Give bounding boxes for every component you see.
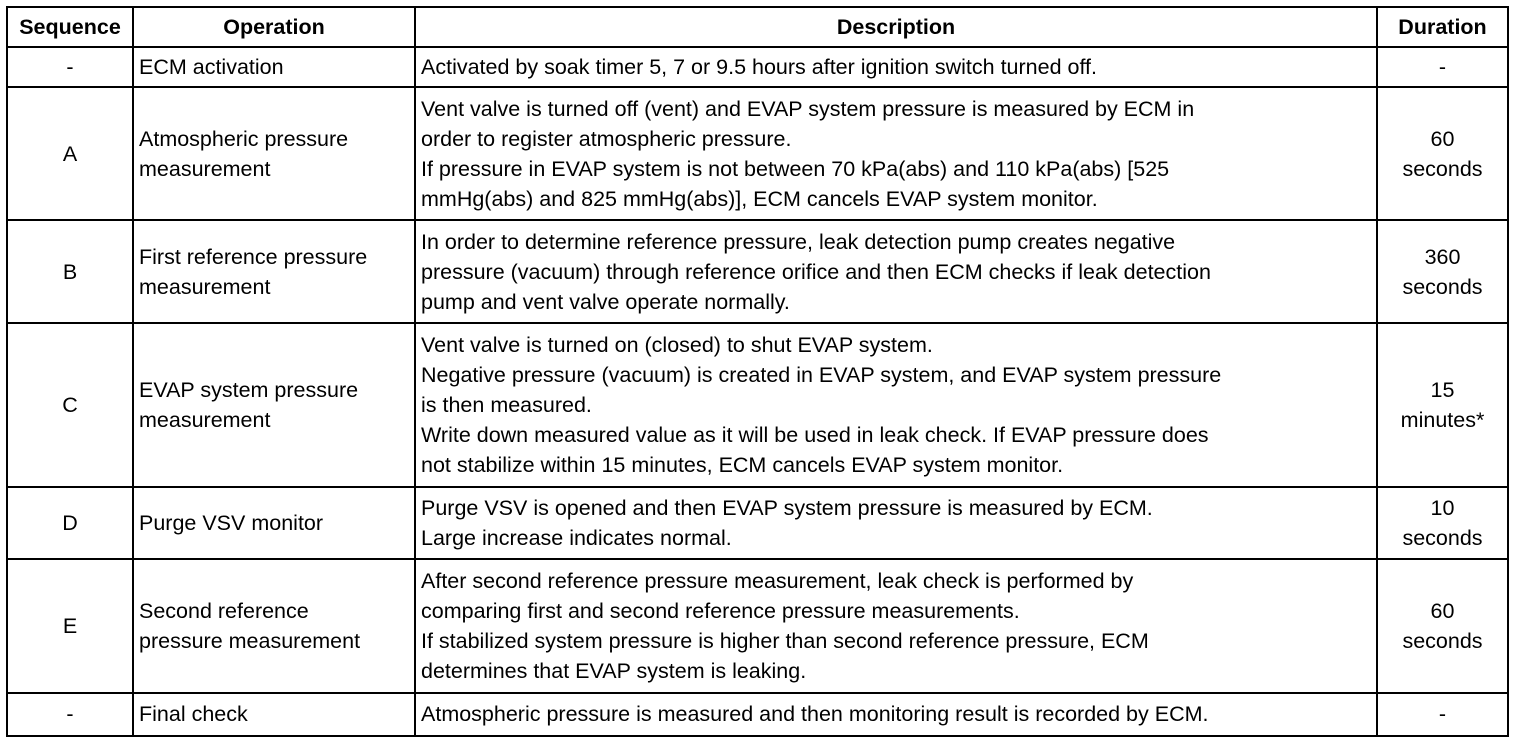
operation-line: ECM activation xyxy=(139,55,284,80)
description-cell xyxy=(415,220,1377,322)
description-cell xyxy=(415,323,1377,487)
duration-line: 15 xyxy=(1430,378,1455,403)
duration-line: minutes* xyxy=(1400,408,1485,433)
description-line: order to register atmospheric pressure. xyxy=(421,126,792,151)
operation-line: Purge VSV monitor xyxy=(139,511,324,536)
table-row xyxy=(7,220,1508,322)
operation-line: EVAP system pressure xyxy=(139,378,359,403)
operation-cell xyxy=(133,559,415,692)
description-cell xyxy=(415,487,1377,559)
sequence-cell: - xyxy=(7,47,133,87)
duration-cell xyxy=(1377,693,1508,736)
description-line: determines that EVAP system is leaking. xyxy=(421,659,807,684)
operation-line: First reference pressure xyxy=(139,244,368,269)
duration-line: - xyxy=(1438,55,1447,80)
duration-cell xyxy=(1377,323,1508,487)
header-duration: Duration xyxy=(1377,7,1508,47)
sequence-cell: - xyxy=(7,693,133,736)
operation-cell xyxy=(133,693,415,736)
duration-line: seconds xyxy=(1402,629,1483,654)
header-sequence: Sequence xyxy=(7,7,133,47)
header-row xyxy=(7,7,1508,47)
table-row xyxy=(7,559,1508,692)
header-operation: Operation xyxy=(133,7,415,47)
duration-line: 10 xyxy=(1430,496,1455,521)
description-line: After second reference pressure measurement, leak check is performed by xyxy=(421,569,1134,594)
operation-cell xyxy=(133,220,415,322)
operation-line: Atmospheric pressure xyxy=(139,126,349,151)
description-line: If pressure in EVAP system is not between 70 kPa(abs) and 110 kPa(abs) [525 xyxy=(421,156,1170,181)
description-line: Negative pressure (vacuum) is created in EVAP system, and EVAP system pressure xyxy=(421,363,1222,388)
operation-line: Second reference xyxy=(139,599,309,624)
description-line: Activated by soak timer 5, 7 or 9.5 hours after ignition switch turned off. xyxy=(421,55,1098,80)
description-cell xyxy=(415,47,1377,87)
description-cell xyxy=(415,693,1377,736)
description-line: mmHg(abs) and 825 mmHg(abs)], ECM cancels EVAP system monitor. xyxy=(421,186,1098,211)
description-line: If stabilized system pressure is higher than second reference pressure, ECM xyxy=(421,629,1149,654)
sequence-cell: A xyxy=(7,87,133,220)
operation-line: measurement xyxy=(139,408,271,433)
duration-cell xyxy=(1377,47,1508,87)
duration-line: seconds xyxy=(1402,526,1483,551)
duration-line: - xyxy=(1438,702,1447,727)
description-line: Atmospheric pressure is measured and then monitoring result is recorded by ECM. xyxy=(421,702,1209,727)
description-cell xyxy=(415,87,1377,220)
duration-line: 60 xyxy=(1430,126,1455,151)
description-line: Write down measured value as it will be used in leak check. If EVAP pressure does xyxy=(421,423,1209,448)
operation-line: pressure measurement xyxy=(139,629,361,654)
table-row xyxy=(7,693,1508,736)
sequence-cell: E xyxy=(7,559,133,692)
sequence-cell: C xyxy=(7,323,133,487)
description-line: Large increase indicates normal. xyxy=(421,526,732,551)
operation-cell xyxy=(133,323,415,487)
description-line: pump and vent valve operate normally. xyxy=(421,289,790,314)
duration-cell xyxy=(1377,487,1508,559)
table-row xyxy=(7,87,1508,220)
duration-cell xyxy=(1377,220,1508,322)
evap-monitor-sequence-table xyxy=(6,6,1509,737)
sequence-cell: D xyxy=(7,487,133,559)
table-row xyxy=(7,47,1508,87)
description-line: comparing first and second reference pressure measurements. xyxy=(421,599,1020,624)
description-line: In order to determine reference pressure, leak detection pump creates negative xyxy=(421,229,1176,254)
description-line: Vent valve is turned on (closed) to shut EVAP system. xyxy=(421,333,933,358)
description-cell xyxy=(415,559,1377,692)
operation-line: measurement xyxy=(139,274,271,299)
duration-line: seconds xyxy=(1402,156,1483,181)
table-row xyxy=(7,323,1508,487)
operation-cell xyxy=(133,487,415,559)
operation-line: measurement xyxy=(139,156,271,181)
operation-cell xyxy=(133,87,415,220)
operation-cell xyxy=(133,47,415,87)
header-description: Description xyxy=(415,7,1377,47)
duration-line: 60 xyxy=(1430,599,1455,624)
duration-line: seconds xyxy=(1402,274,1483,299)
description-line: is then measured. xyxy=(421,393,592,418)
description-line: Vent valve is turned off (vent) and EVAP system pressure is measured by ECM in xyxy=(421,96,1195,121)
description-line: Purge VSV is opened and then EVAP system pressure is measured by ECM. xyxy=(421,496,1153,521)
operation-line: Final check xyxy=(139,702,248,727)
table-row xyxy=(7,487,1508,559)
description-line: pressure (vacuum) through reference orifice and then ECM checks if leak detection xyxy=(421,259,1211,284)
duration-cell xyxy=(1377,559,1508,692)
duration-cell xyxy=(1377,87,1508,220)
description-line: not stabilize within 15 minutes, ECM cancels EVAP system monitor. xyxy=(421,453,1064,478)
duration-line: 360 xyxy=(1424,244,1461,269)
sequence-cell: B xyxy=(7,220,133,322)
